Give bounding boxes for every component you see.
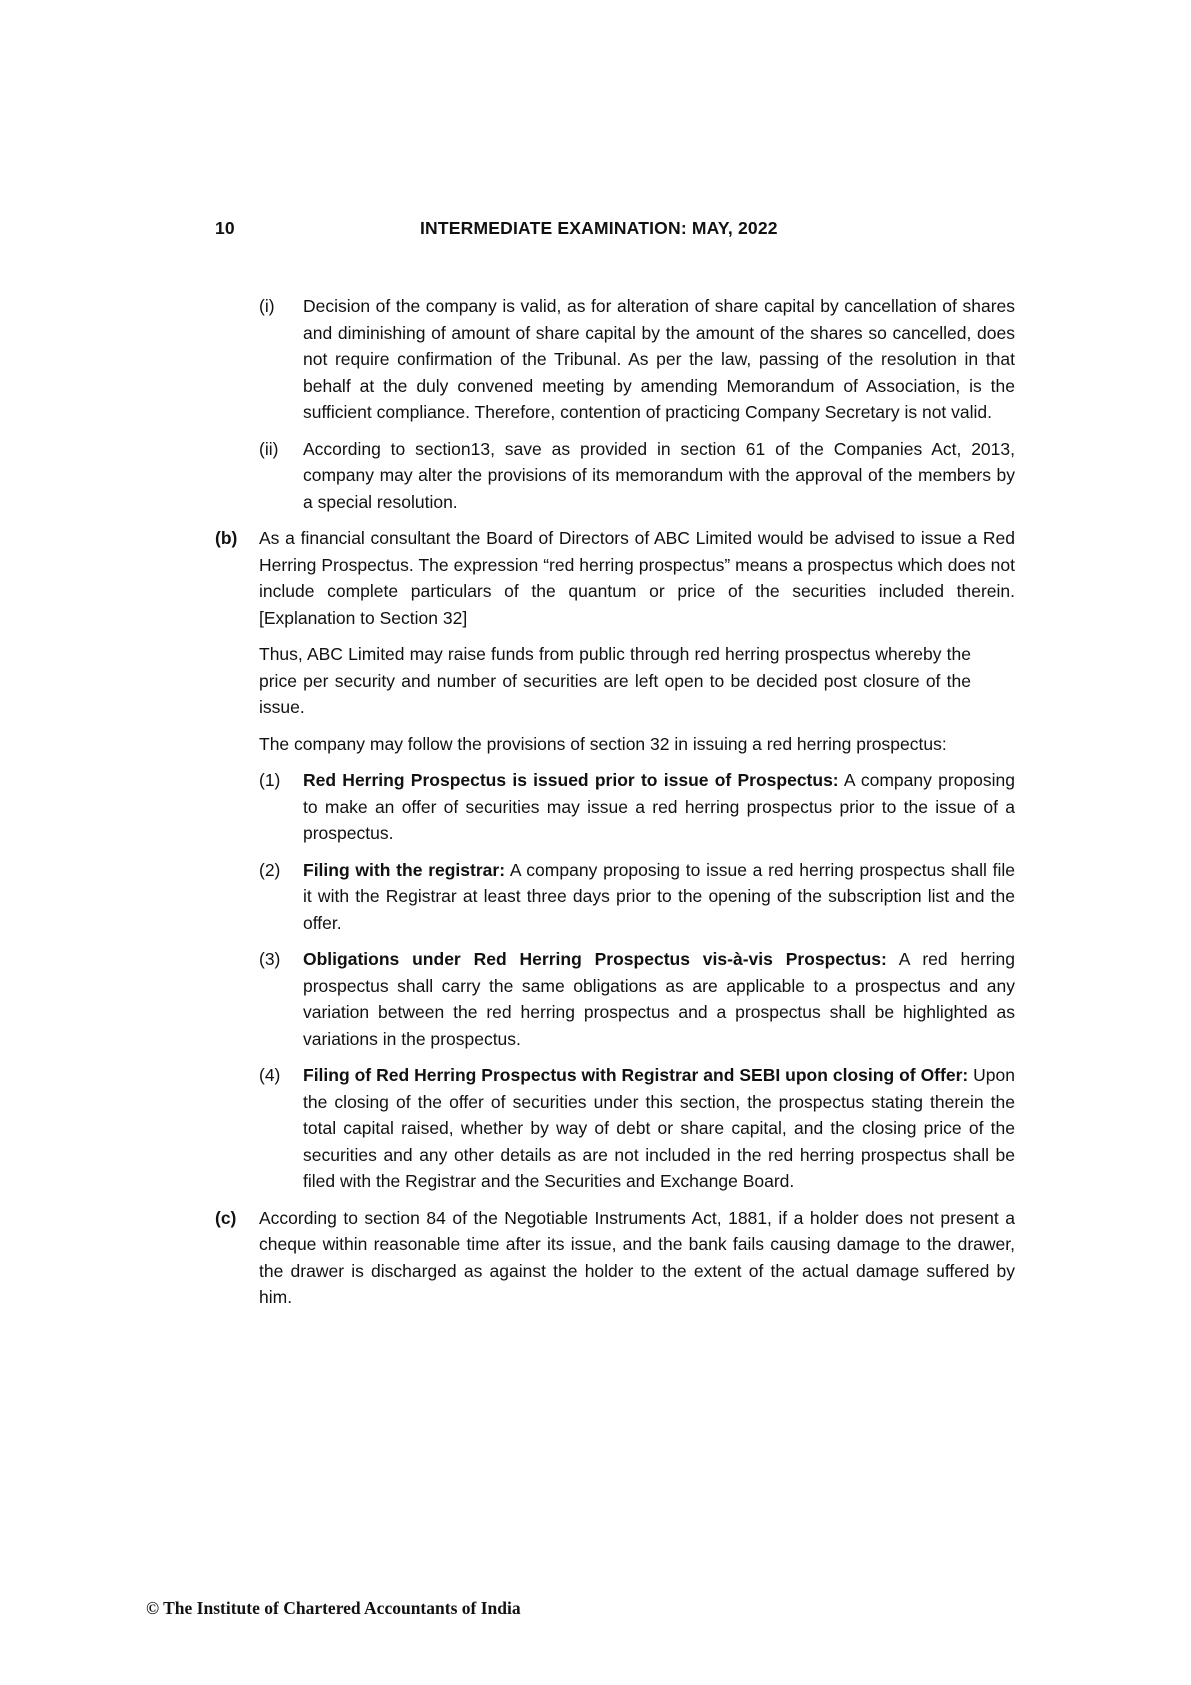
numbered-item-text (303, 946, 1015, 1052)
section-c (215, 1205, 1015, 1311)
numbered-item-4 (259, 1062, 1015, 1195)
answer-content (215, 293, 1015, 1321)
page-number: 10 (215, 218, 235, 238)
copyright-footer: © The Institute of Chartered Accountants of India (146, 1598, 521, 1618)
numbered-item-3 (259, 946, 1015, 1052)
sub-item-text: Decision of the company is valid, as for alteration of share capital by cancellation of shares and diminishing of amount of share capital by the amount of the shares so cancelled, does not require confirmation of the Tribunal. As per the law, passing of the resolution in that behalf at the duly convened meeting by amending Memorandum of Association, is the sufficient compliance. Therefore, contention of practicing Company Secretary is not valid. (303, 296, 1015, 422)
section-label: (b) (215, 528, 238, 548)
numbered-item-heading: Red Herring Prospectus is issued prior to issue of Prospectus: (303, 770, 839, 790)
numbered-item-label: (1) (259, 770, 281, 790)
sub-item-text: According to section13, save as provided in section 61 of the Companies Act, 2013, company may alter the provisions of its memorandum with the approval of the members by a special resolution. (303, 438, 1015, 512)
section-b-paragraph-2 (259, 731, 1015, 758)
numbered-item-text (303, 1062, 1015, 1195)
paragraph-text: The company may follow the provisions of section 32 in issuing a red herring prospectus: (259, 733, 947, 754)
section-b-paragraph-1 (259, 641, 1015, 721)
section-c-text: According to section 84 of the Negotiable Instruments Act, 1881, if a holder does not present a cheque within reasonable time after its issue, and the bank fails causing damage to the drawer, the drawer is discharged as against the holder to the extent of the actual damage suffered by him. (259, 1207, 1015, 1307)
numbered-item-body: A company proposing to make an offer of securities may issue a red herring prospectus prior to the issue of a prospectus. (303, 770, 1015, 843)
numbered-item-1 (259, 767, 1015, 847)
numbered-item-label: (3) (259, 949, 281, 969)
section-b (215, 525, 1015, 631)
exam-title: INTERMEDIATE EXAMINATION: MAY, 2022 (420, 218, 778, 238)
numbered-item-body: A company proposing to issue a red herring prospectus shall file it with the Registrar at least three days prior to the opening of the subscription list and the offer. (303, 859, 1015, 933)
sub-item-ii (259, 436, 1015, 516)
numbered-item-text (303, 857, 1015, 937)
numbered-item-heading: Filing with the registrar: (303, 859, 506, 880)
section-label: (c) (215, 1207, 237, 1228)
section-b-text: As a financial consultant the Board of Directors of ABC Limited would be advised to issue a Red Herring Prospectus. The expression “red herring prospectus” means a prospectus which does not include complete particulars of the quantum or price of the securities included therein. [Explanation to Section 32] (259, 528, 1015, 628)
sub-item-label: (ii) (259, 438, 279, 459)
sub-item-i (259, 293, 1015, 426)
numbered-item-label: (2) (259, 859, 281, 880)
numbered-item-heading: Obligations under Red Herring Prospectus vis-à-vis Prospectus: (303, 949, 887, 969)
numbered-item-body: A red herring prospectus shall carry the same obligations as are applicable to a prospectus and any variation between the red herring prospectus and a prospectus shall be highlighted as variations in the prospectus. (303, 949, 1015, 1049)
numbered-item-text (303, 767, 1015, 847)
numbered-item-body: Upon the closing of the offer of securities under this section, the prospectus stating therein the total capital raised, whether by way of debt or share capital, and the closing price of the securities and any other details as are not included in the red herring prospectus shall be filed with the Registrar and the Securities and Exchange Board. (303, 1065, 1015, 1191)
numbered-item-label: (4) (259, 1065, 281, 1085)
numbered-item-heading: Filing of Red Herring Prospectus with Registrar and SEBI upon closing of Offer: (303, 1065, 969, 1085)
page-header (215, 218, 975, 248)
numbered-item-2 (259, 857, 1015, 937)
sub-item-label: (i) (259, 296, 275, 316)
paragraph-text: Thus, ABC Limited may raise funds from public through red herring prospectus whereby the price per security and number of securities are left open to be decided post closure of the issue. (259, 644, 971, 717)
